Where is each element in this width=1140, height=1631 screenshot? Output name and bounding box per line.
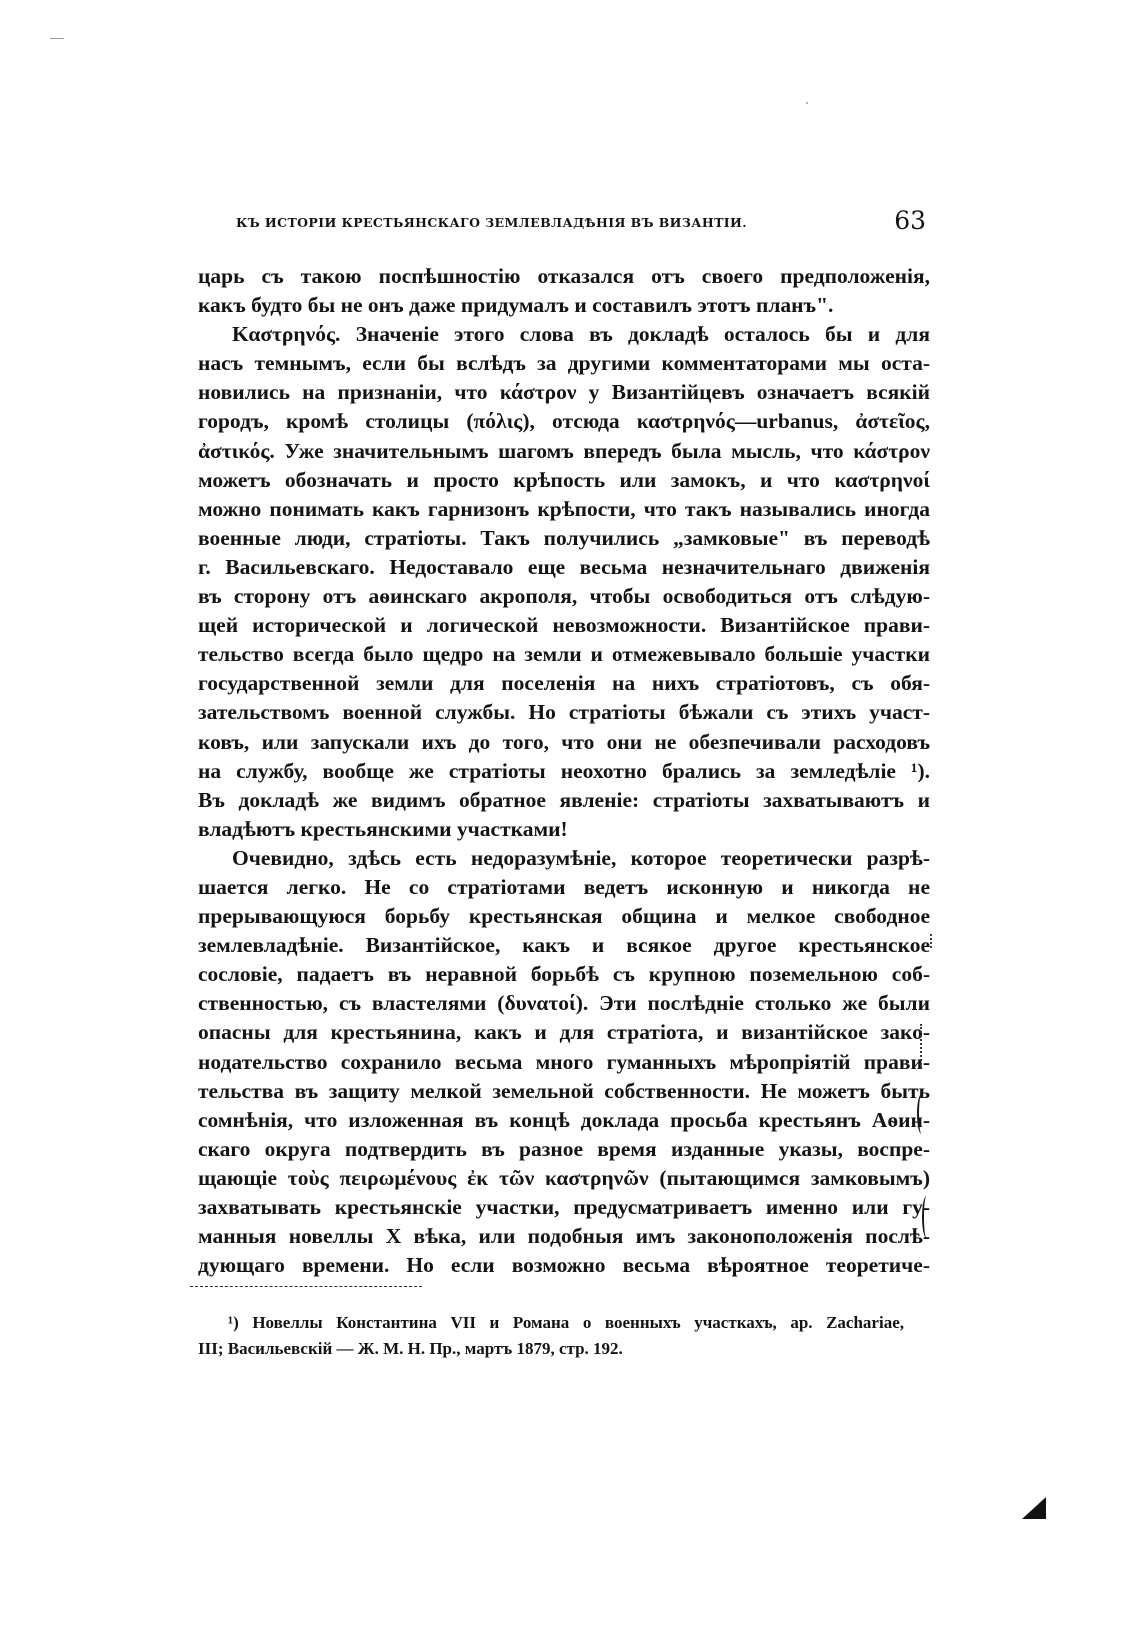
text-line: тельство всегда было щедро на земли и отмежевывало большіе участки xyxy=(198,642,930,667)
text-line: государственной земли для поселенія на нихъ стратіотовъ, съ обя- xyxy=(198,671,930,696)
scan-speck xyxy=(806,102,808,104)
margin-dots xyxy=(920,1024,924,1068)
running-title: КЪ ИСТОРІИ КРЕСТЬЯНСКАГО ЗЕМЛЕВЛАДѢНІЯ ВЪ ВИЗАНТІИ. xyxy=(236,215,747,230)
text-line: ственностью, съ властелями (δυνατοί). Эти послѣдніе столько же были xyxy=(198,991,930,1016)
text-line: щей исторической и логической невозможности. Византійское прави- xyxy=(198,613,930,638)
text-line: владѣютъ крестьянскими участками! xyxy=(198,816,568,841)
scan-corner-mark xyxy=(50,38,64,39)
text-line: опасны для крестьянина, какъ и для стратіота, и византійское зако- xyxy=(198,1020,930,1045)
text-line: Очевидно, здѣсь есть недоразумѣніе, которое теоретически разрѣ- xyxy=(232,845,930,870)
text-line: можетъ обозначать и просто крѣпость или замокъ, и что καστρηνοί xyxy=(198,467,930,492)
text-line: тельства въ защиту мелкой земельной собственности. Не можетъ быть xyxy=(198,1078,930,1103)
text-line: ковъ, или запускали ихъ до того, что они не обезпечивали расходовъ xyxy=(198,729,930,754)
page-number: 63 xyxy=(894,206,926,235)
text-line: сословіе, падаетъ въ неравной борьбѣ съ крупною поземельною соб- xyxy=(198,962,930,987)
text-line: зательствомъ военной службы. Но стратіоты бѣжали съ этихъ участ- xyxy=(198,700,930,725)
margin-bracket xyxy=(922,1196,931,1238)
page-header xyxy=(236,206,926,240)
text-line: шается легко. Не со стратіотами ведетъ исконную и никогда не xyxy=(198,874,930,899)
text-line: щающіе τοὺς πειρωμένους ἐκ τῶν καστρηνῶν (пытающимся замковымъ) xyxy=(198,1165,930,1190)
text-line: царь съ такою поспѣшностію отказался отъ своего предположенія, xyxy=(198,264,930,288)
text-line: прерывающуюся борьбу крестьянская община и мелкое свободное xyxy=(198,904,930,929)
footnote-line: ¹) Новеллы Константина VII и Романа о военныхъ участкахъ, ap. Zachariae, xyxy=(228,1313,904,1332)
text-line: новились на признаніи, что κάστρον у Византійцевъ означаетъ всякій xyxy=(198,380,930,405)
text-line: въ сторону отъ аѳинскаго акрополя, чтобы освободиться отъ слѣдую- xyxy=(198,584,930,609)
text-line: сомнѣнія, что изложенная въ концѣ доклада просьба крестьянъ Аѳин- xyxy=(198,1107,930,1132)
text-line: военные люди, стратіоты. Такъ получились „замковые" въ переводѣ xyxy=(198,525,930,550)
text-line: какъ будто бы не онъ даже придумалъ и составилъ этотъ планъ". xyxy=(198,293,834,318)
text-line: захватывать крестьянскіе участки, предусматриваетъ именно или гу- xyxy=(198,1195,930,1219)
text-line: городъ, кромѣ столицы (πόλις), отсюда καστρηνός—urbanus, ἀστεῖος, xyxy=(198,409,930,434)
text-line: можно понимать какъ гарнизонъ крѣпости, что такъ назывались иногда xyxy=(198,496,930,521)
text-line: Καστρηνός. Значеніе этого слова въ докладѣ осталось бы и для xyxy=(232,322,930,347)
corner-triangle-mark xyxy=(1022,1497,1046,1519)
text-line: нодательство сохранило весьма много гуманныхъ мѣропріятій прави- xyxy=(198,1049,930,1074)
text-line: землевладѣніе. Византійское, какъ и всякое другое крестьянское xyxy=(198,933,930,958)
text-line: г. Васильевскаго. Недоставало еще весьма незначительнаго движенія xyxy=(198,554,930,579)
body-text xyxy=(198,262,930,1280)
text-line: дующаго времени. Но если возможно весьма вѣроятное теоретиче- xyxy=(198,1253,930,1278)
text-line: манныя новеллы X вѣка, или подобныя имъ законоположенія послѣ- xyxy=(198,1224,930,1249)
text-line: скаго округа подтвердить въ разное время изданные указы, воспре- xyxy=(198,1136,930,1161)
margin-dots xyxy=(930,934,934,948)
text-line: ἀστικός. Уже значительнымъ шагомъ впередъ была мысль, что κάστρον xyxy=(198,438,930,463)
text-line: на службу, вообще же стратіоты неохотно брались за земледѣліе ¹). xyxy=(198,758,930,783)
footnote-line: III; Васильевскій — Ж. М. Н. Пр., мартъ 1879, стр. 192. xyxy=(198,1339,623,1358)
text-line: Въ докладѣ же видимъ обратное явленіе: стратіоты захватываютъ и xyxy=(198,787,930,812)
footnote-divider xyxy=(190,1286,422,1287)
footnote xyxy=(198,1310,904,1362)
text-line: насъ темнымъ, если бы вслѣдъ за другими комментаторами мы оста- xyxy=(198,351,930,376)
margin-bracket xyxy=(917,1094,926,1134)
